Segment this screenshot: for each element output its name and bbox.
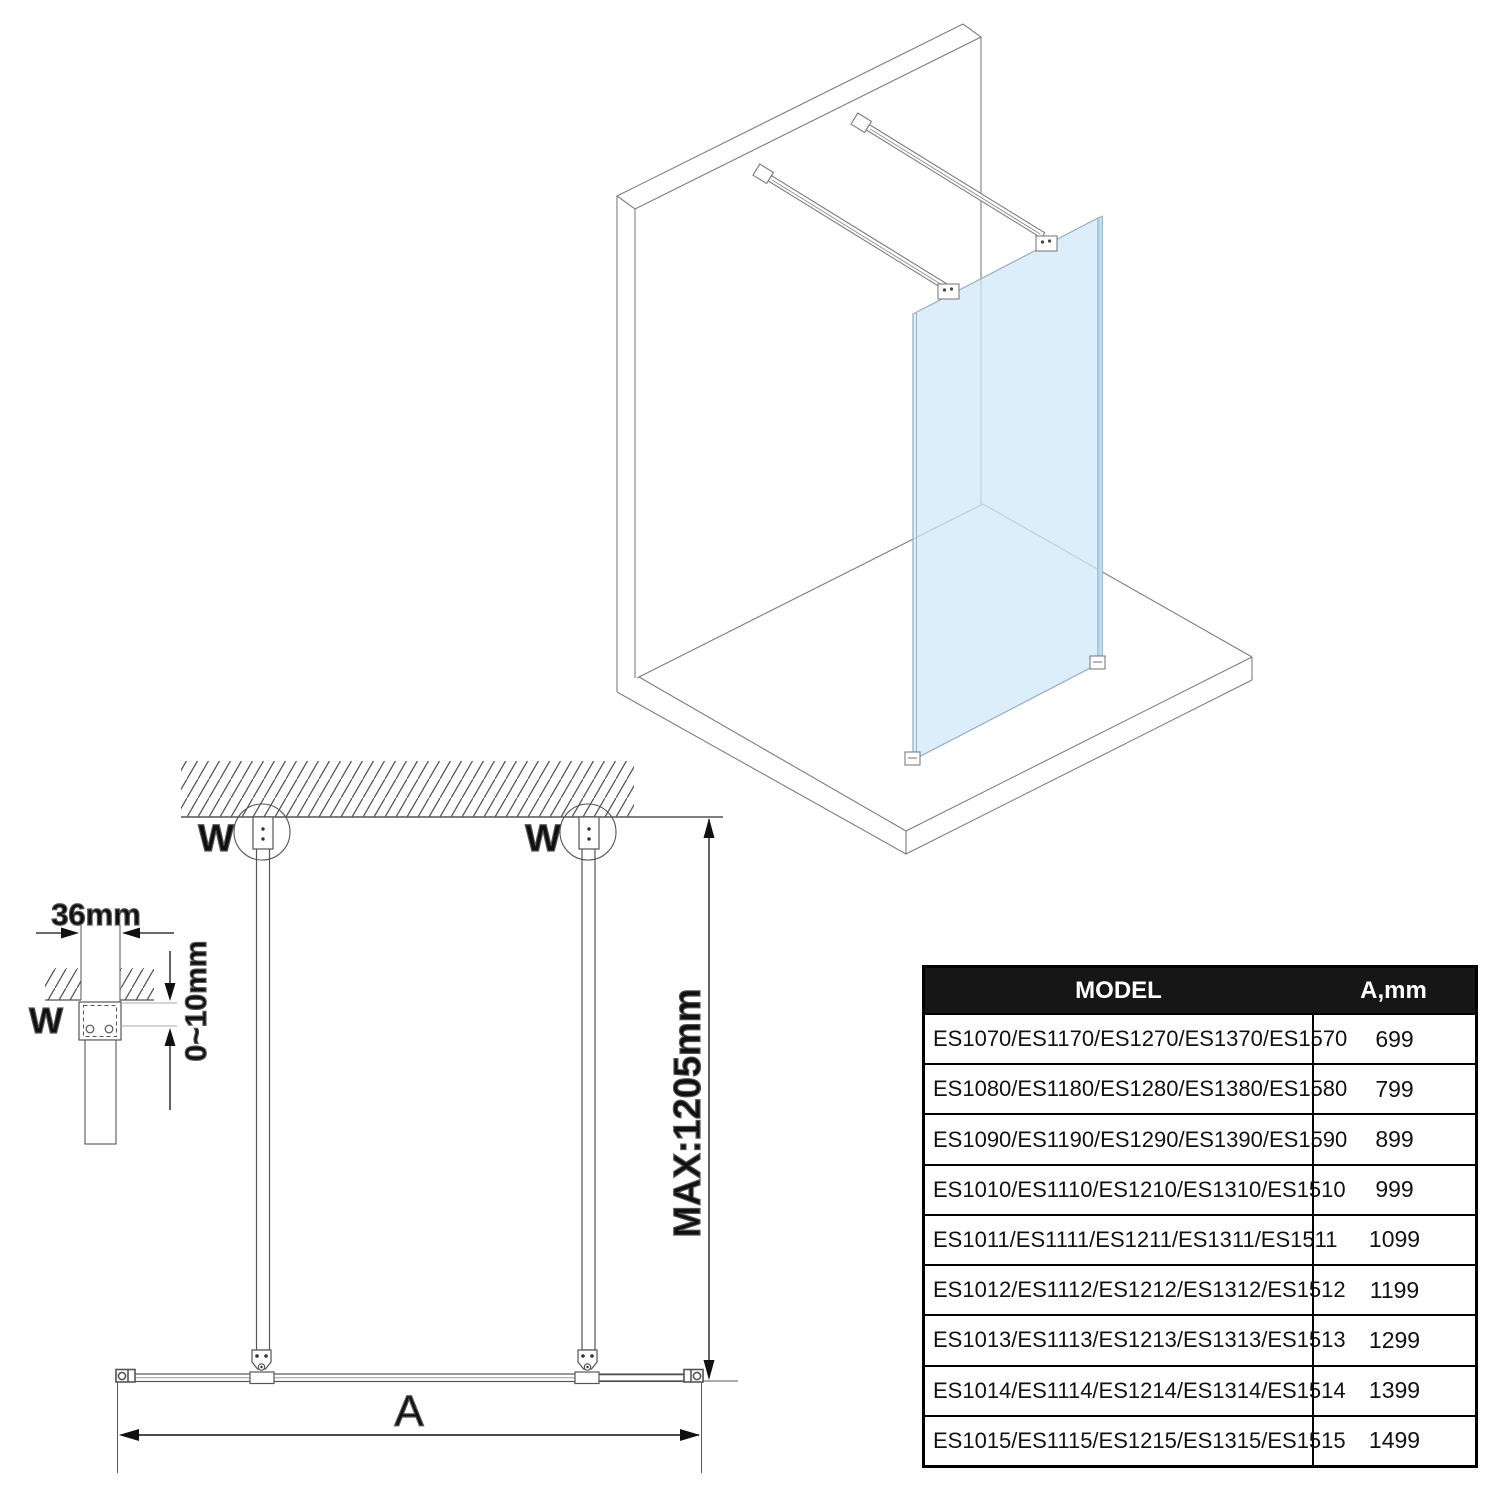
model-column-header: MODEL <box>1075 976 1162 1004</box>
plan-bar-right <box>582 817 595 1350</box>
a-mm-cell: 799 <box>1312 1065 1475 1113</box>
a-mm-cell: 1499 <box>1312 1417 1475 1465</box>
dim-max-label: MAX:1205mm <box>667 988 709 1238</box>
table-row <box>925 1365 1475 1415</box>
a-mm-cell: 1399 <box>1312 1367 1475 1415</box>
w-label-left: W <box>198 818 234 860</box>
table-row <box>925 1415 1475 1465</box>
model-cell: ES1011/ES1111/ES1211/ES1311/ES1511 <box>933 1226 1338 1252</box>
plan-view <box>116 761 738 1473</box>
a-mm-cell: 699 <box>1312 1015 1475 1063</box>
glass-end-cap-right <box>684 1370 703 1383</box>
table-row <box>925 1113 1475 1163</box>
table-row <box>925 1164 1475 1214</box>
bracket-detail-view <box>29 897 213 1144</box>
model-cell: ES1010/ES1110/ES1210/ES1310/ES1510 <box>933 1176 1346 1202</box>
dim-0-10mm-label: 0~10mm <box>180 940 213 1062</box>
glass-clamp-front <box>938 284 959 299</box>
table-row <box>925 1214 1475 1264</box>
w-label-right: W <box>525 818 561 860</box>
table-row <box>925 1264 1475 1314</box>
glass-foot-right <box>1090 656 1105 669</box>
dim-a-label: A <box>394 1387 424 1436</box>
a-mm-cell: 999 <box>1312 1166 1475 1214</box>
isometric-view <box>617 24 1252 854</box>
w-label-detail: W <box>29 1000 63 1041</box>
table-row <box>925 1314 1475 1364</box>
model-cell: ES1080/ES1180/ES1280/ES1380/ES1580 <box>933 1076 1348 1102</box>
glass-clamp-plan-right <box>575 1350 599 1384</box>
support-bar-rear <box>851 113 1047 241</box>
table-row <box>925 1063 1475 1113</box>
support-bar-front <box>753 164 949 292</box>
dim-36mm <box>36 897 174 939</box>
detail-bar <box>85 1040 116 1144</box>
plan-bar-left <box>257 817 270 1350</box>
model-cell: ES1012/ES1112/ES1212/ES1312/ES1512 <box>933 1277 1346 1303</box>
model-cell: ES1015/ES1115/ES1215/ES1315/ES1515 <box>933 1427 1346 1453</box>
model-cell: ES1013/ES1113/ES1213/ES1313/ES1513 <box>933 1327 1346 1353</box>
model-cell: ES1014/ES1114/ES1214/ES1314/ES1514 <box>933 1377 1346 1403</box>
glass-foot-left <box>905 752 920 765</box>
detail-bracket <box>79 1002 121 1040</box>
a-mm-cell: 1299 <box>1312 1316 1475 1364</box>
model-cell: ES1090/ES1190/ES1290/ES1390/ES1590 <box>933 1126 1348 1152</box>
spec-table-header <box>925 968 1475 1013</box>
wall-hatch <box>181 761 634 817</box>
spec-table <box>922 965 1478 1468</box>
dim-0-10mm <box>165 941 214 1110</box>
a-mm-cell: 899 <box>1312 1115 1475 1163</box>
glass-end-cap-left <box>116 1370 135 1383</box>
a-mm-cell: 1099 <box>1312 1216 1475 1264</box>
a-mm-column-header: A,mm <box>1360 976 1427 1004</box>
dim-a-width <box>118 1383 702 1473</box>
dim-36mm-label: 36mm <box>51 897 141 932</box>
model-cell: ES1070/ES1170/ES1270/ES1370/ES1570 <box>933 1026 1348 1052</box>
glass-clamp-rear <box>1036 236 1057 251</box>
table-row <box>925 1013 1475 1063</box>
dim-max-height <box>667 818 738 1381</box>
glass-clamp-plan-left <box>250 1350 274 1384</box>
a-mm-cell: 1199 <box>1312 1266 1475 1314</box>
